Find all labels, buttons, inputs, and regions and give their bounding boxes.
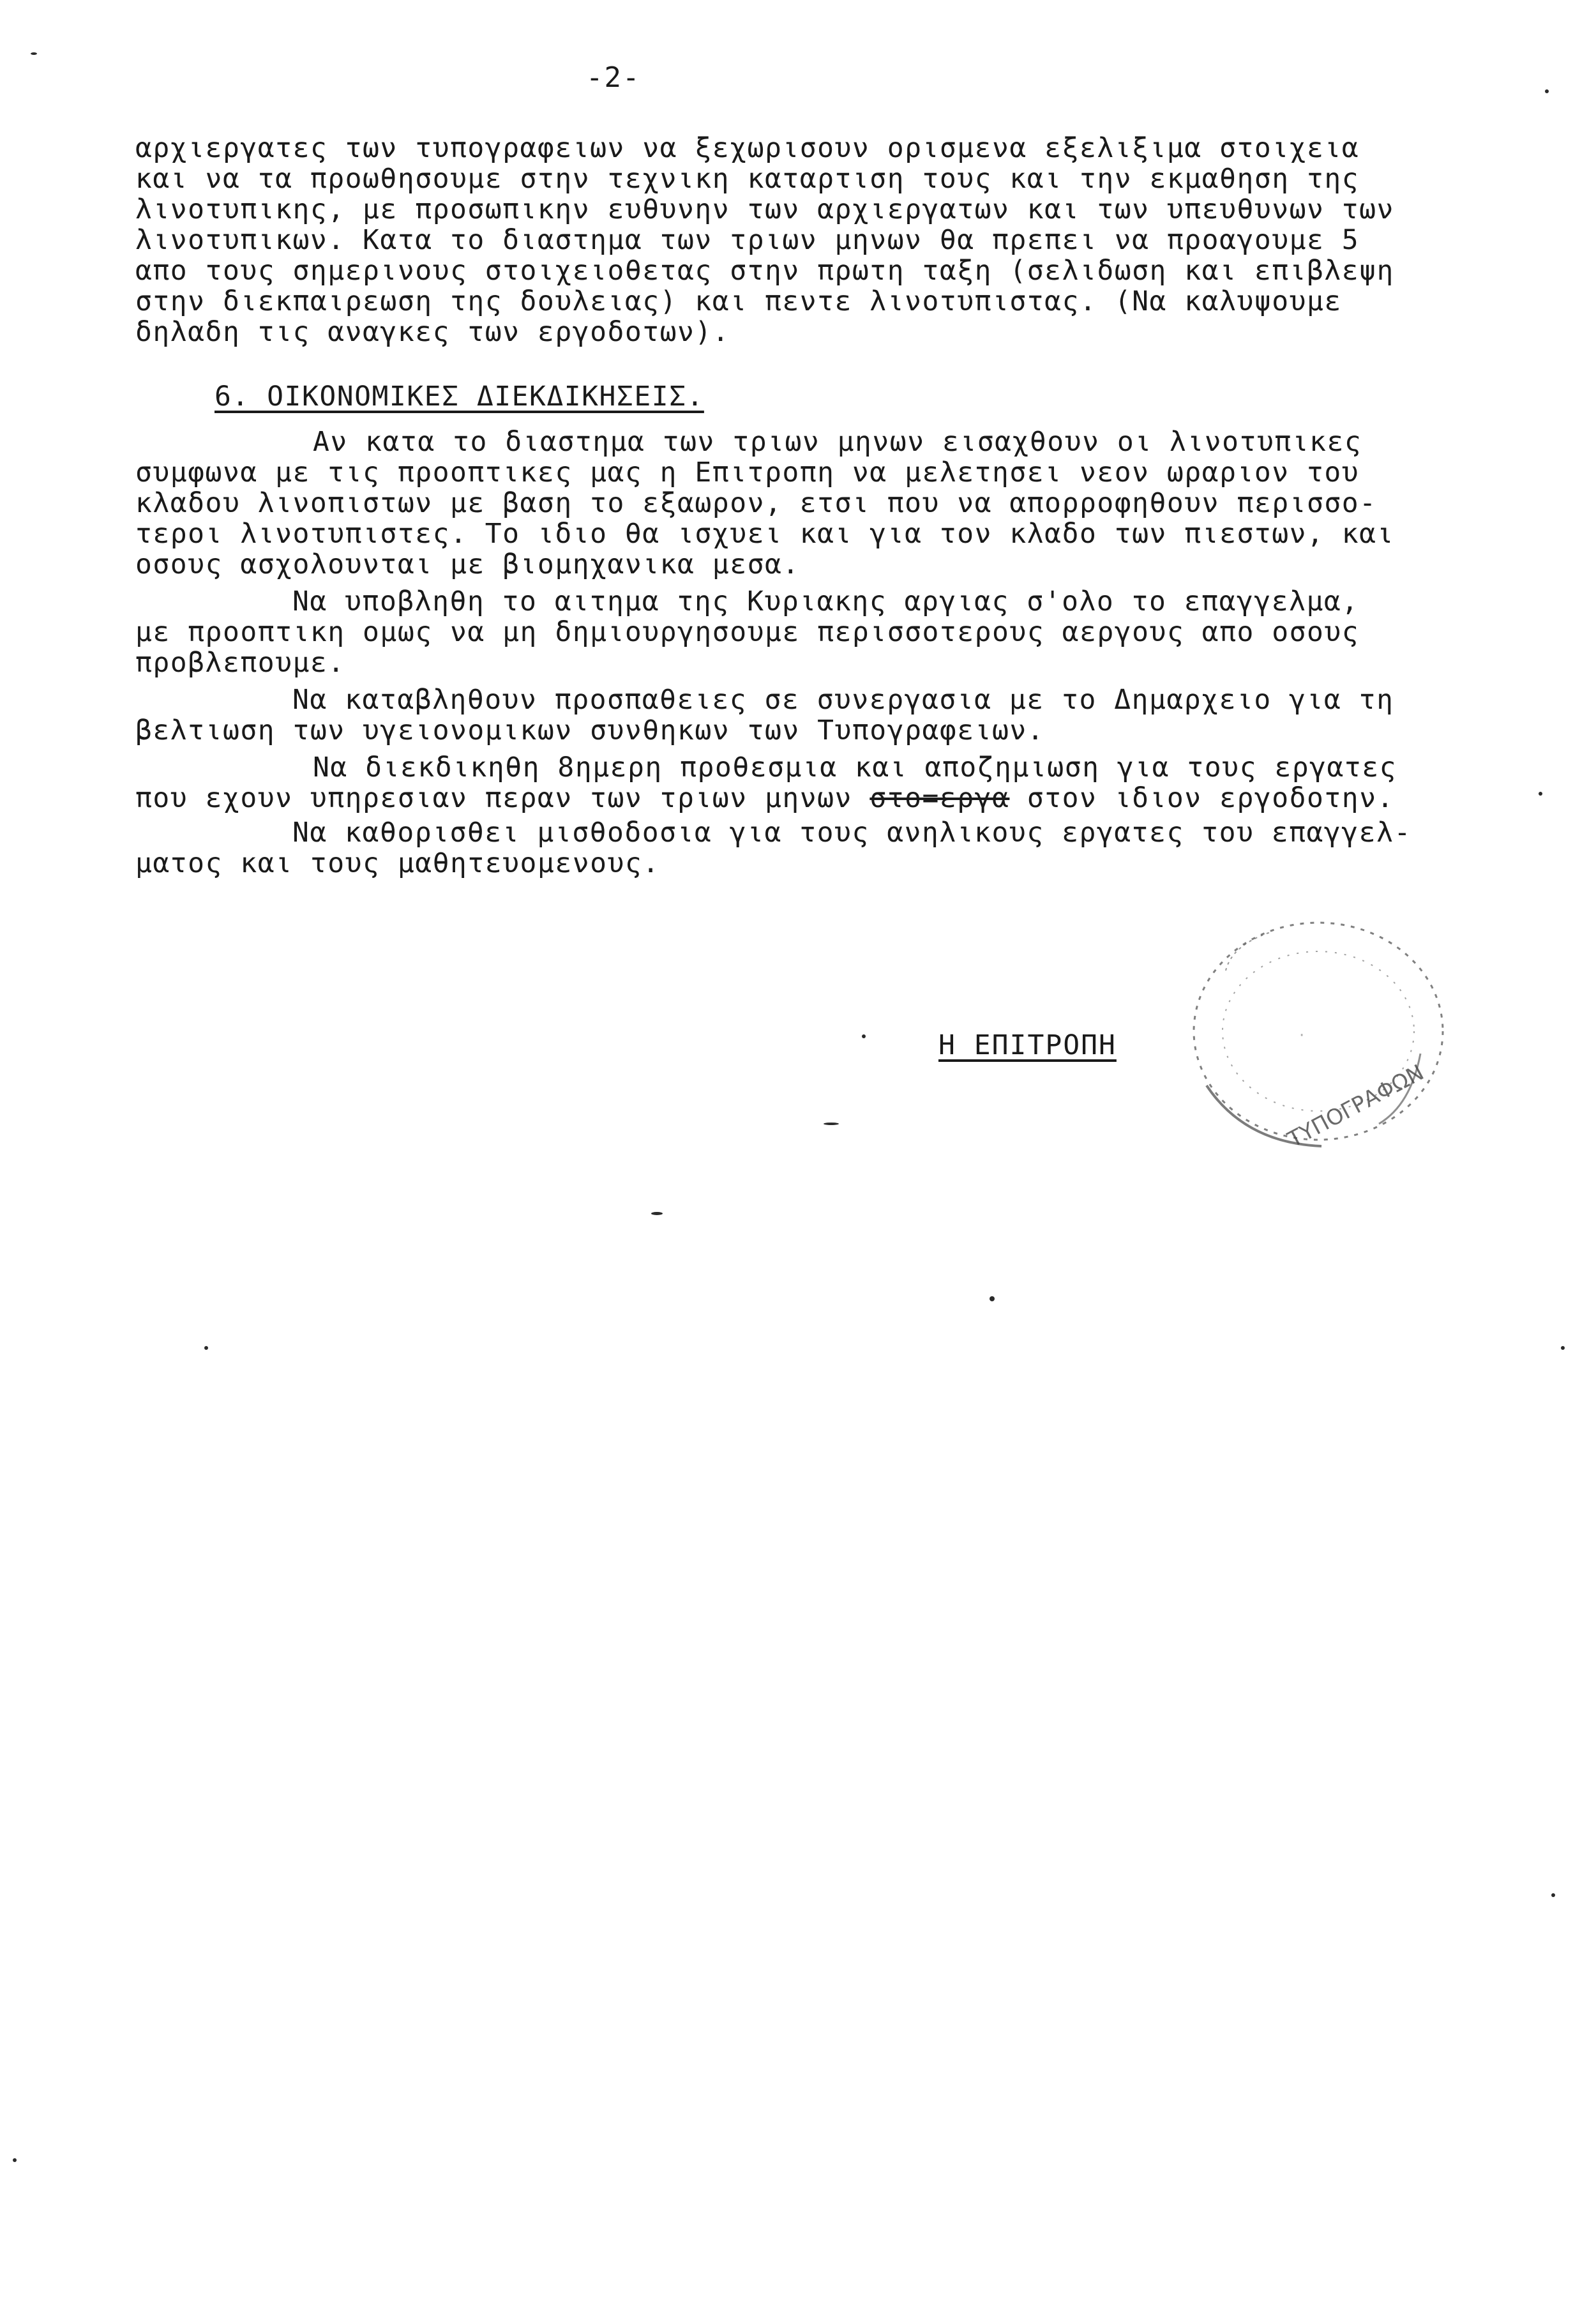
text-line: τεροι λινοτυπιστες. Το ιδιο θα ισχυει και για τον κλαδο των πιεστων, και bbox=[135, 518, 1394, 550]
text-line: Να υποβληθη το αιτημα της Κυριακης αργιας σ'ολο το επαγγελμα, bbox=[292, 586, 1359, 617]
text-line: Να καταβληθουν προσπαθειες σε συνεργασια με το Δημαρχειο για τη bbox=[292, 684, 1394, 716]
scan-speck bbox=[651, 1212, 663, 1215]
text-line: και να τα προωθησουμε στην τεχνικη καταρτιση τους και την εκμαθηση της bbox=[135, 163, 1360, 195]
signature-label: Η ΕΠΙΤΡΟΠΗ bbox=[938, 1029, 1117, 1061]
stamp-text: ΤΥΠΟΓΡΑΦΩΝ bbox=[1283, 1059, 1429, 1153]
stamp-seal-icon bbox=[1168, 894, 1468, 1162]
text-line: με προοπτικη ομως να μη δημιουργησουμε περισσοτερους αεργους απο οσους bbox=[135, 616, 1360, 648]
struck-text: στο=εργα bbox=[870, 782, 1010, 814]
text-line: δηλαδη τις αναγκες των εργοδοτων). bbox=[135, 316, 730, 348]
stamp-seal bbox=[1168, 894, 1468, 1162]
text-line: ματος και τους μαθητευομενους. bbox=[135, 847, 660, 879]
line-end: στον ιδιον εργοδοτην. bbox=[1027, 782, 1394, 814]
text-line: λινοτυπικων. Κατα το διαστημα των τριων μηνων θα πρεπει να προαγουμε 5 bbox=[135, 224, 1360, 256]
text-line: Να διεκδικηθη 8ημερη προθεσμια και αποζημιωση για τους εργατες bbox=[313, 752, 1397, 783]
scan-speck bbox=[31, 52, 37, 55]
scan-speck bbox=[1561, 1346, 1565, 1350]
text-line: λινοτυπικης, με προσωπικην ευθυνην των αρχιεργατων και των υπευθυνων των bbox=[135, 193, 1394, 225]
page-number: -2- bbox=[586, 61, 641, 94]
text-line: Να καθορισθει μισθοδοσια για τους ανηλικους εργατες του επαγγελ- bbox=[292, 817, 1412, 849]
svg-text:·: · bbox=[1299, 1026, 1305, 1045]
text-line: στην διεκπαιρεωση της δουλειας) και πεντε λινοτυπιστας. (Να καλυψουμε bbox=[135, 285, 1342, 317]
text-line: οσους ασχολουνται με βιομηχανικα μεσα. bbox=[135, 548, 800, 580]
line-start: που εχουν υπηρεσιαν περαν των τριων μηνων bbox=[135, 782, 852, 814]
scan-speck bbox=[990, 1296, 995, 1301]
text-line: απο τους σημερινους στοιχειοθετας στην πρωτη ταξη (σελιδωση και επιβλεψη bbox=[135, 255, 1394, 287]
text-line: Αν κατα το διαστημα των τριων μηνων εισαχθουν οι λινοτυπικες bbox=[313, 426, 1362, 458]
section-heading: 6. ΟΙΚΟΝΟΜΙΚΕΣ ΔΙΕΚΔΙΚΗΣΕΙΣ. bbox=[215, 381, 704, 412]
text-line: συμφωνα με τις προοπτικες μας η Επιτροπη να μελετησει νεον ωραριον του bbox=[135, 457, 1360, 488]
scan-speck bbox=[13, 2158, 17, 2162]
scan-speck bbox=[1551, 1893, 1555, 1897]
scan-speck bbox=[1545, 89, 1549, 93]
text-line: κλαδου λινοπιστων με βαση το εξαωρον, ετσι που να απορροφηθουν περισσο- bbox=[135, 487, 1377, 519]
text-line: αρχιεργατες των τυπογραφειων να ξεχωρισουν ορισμενα εξελιξιμα στοιχεια bbox=[135, 132, 1360, 164]
text-line: προβλεπουμε. bbox=[135, 647, 345, 679]
scan-speck bbox=[824, 1123, 839, 1125]
text-line: βελτιωση των υγειονομικων συνθηκων των Τυπογραφειων. bbox=[135, 715, 1045, 746]
scan-speck bbox=[1539, 792, 1542, 796]
text-line bbox=[135, 783, 1394, 813]
scan-speck bbox=[204, 1346, 208, 1350]
scan-speck bbox=[862, 1034, 866, 1038]
